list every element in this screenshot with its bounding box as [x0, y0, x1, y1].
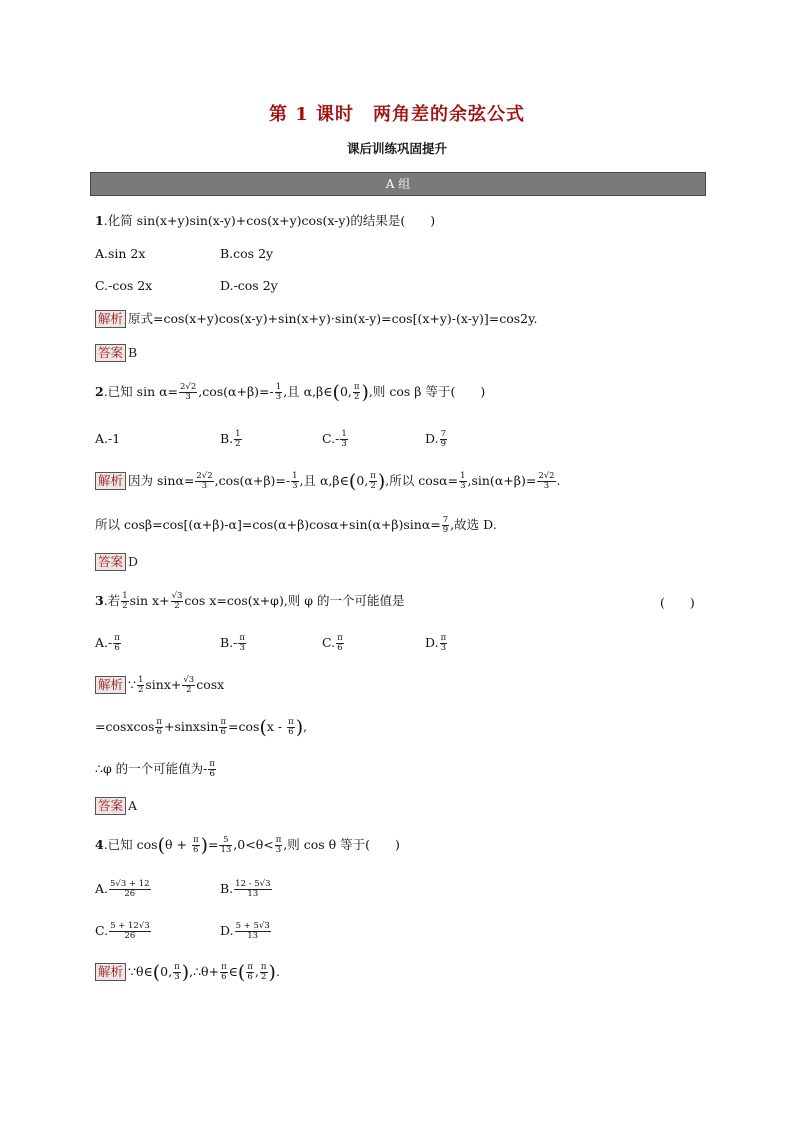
answer-tag: 答案: [95, 553, 126, 571]
interval-paren: (: [332, 381, 340, 404]
answer-tag: 答案: [95, 797, 126, 815]
q1-option-d: D.-cos 2y: [220, 278, 278, 293]
fraction: $\frac{\pi}{2}$: [353, 382, 360, 402]
q4-analysis-line1: 解析 ∵θ∈(0, $\frac{\pi}{3}$ ),∴θ+ $\frac{\pi}{6}$ ∈( $\frac{\pi}{6}$ , $\frac{\pi}{2}$ ).: [95, 963, 280, 982]
group-header-bar: A 组: [90, 172, 706, 196]
q2-option-c: C.- $\frac{1}{3}$: [322, 429, 347, 449]
q4-option-d: D. $\frac{5 + 5√3}{13}$: [220, 921, 270, 941]
q2-option-b: B. $\frac{1}{2}$: [220, 429, 241, 449]
page-title: 第 1 课时 两角差的余弦公式: [268, 104, 526, 125]
analysis-tag: 解析: [95, 472, 126, 490]
q2-text-d: ,则 cos β 等于( ): [368, 384, 486, 399]
q4-number: 4: [95, 837, 104, 852]
q2-analysis-line2: 所以 cosβ=cos[(α+β)-α]=cos(α+β)cosα+sin(α+β)sinα= $\frac{7}{9}$ ,故选 D.: [95, 515, 497, 535]
q4-stem: 4.已知 cos(θ + $\frac{\pi}{6}$ )= $\frac{5}{13}$ ,0<θ< $\frac{\pi}{3}$ ,则 cos θ 等于( ): [95, 834, 400, 857]
q2-text-a: .已知 sin α=: [103, 384, 179, 399]
q1-analysis-text: 原式=cos(x+y)cos(x-y)+sin(x+y)·sin(x-y)=cos[(x+y)-(x-y)]=cos2y.: [128, 311, 538, 326]
q2-stem: 2.已知 sin α= $\frac{2√2}{3}$ ,cos(α+β)=- $\frac{1}{3}$ ,且 α,β∈(0, $\frac{\pi}{2}$ ),则 cos β 等于( ): [95, 381, 486, 404]
q2-answer-value: D: [128, 554, 139, 569]
q3-answer: [95, 797, 137, 815]
q3-option-b: B.- $\frac{\pi}{3}$: [220, 633, 245, 653]
q3-stem: 3.若 $\frac{1}{2}$ sin x+ $\frac{√3}{2}$ cos x=cos(x+φ),则 φ 的一个可能值是: [95, 591, 405, 611]
analysis-tag: 解析: [95, 963, 126, 981]
q2-analysis-line1: 解析 因为 sinα= $\frac{2√2}{3}$ ,cos(α+β)=- $\frac{1}{3}$ ,且 α,β∈(0, $\frac{\pi}{2}$ ),所以 cosα= $\frac{1}{3}$ ,sin(α+β)= $\frac{2√2}{3}$ .: [95, 472, 561, 491]
q3-analysis-line2: =cosxcos $\frac{\pi}{6}$ +sinxsin $\frac{\pi}{6}$ =cos(x - $\frac{\pi}{6}$ ),: [95, 716, 308, 739]
q1-answer-value: B: [128, 345, 138, 360]
q4-option-a: A. $\frac{5√3 + 12}{26}$: [95, 879, 150, 899]
q4-option-c: C. $\frac{5 + 12√3}{26}$: [95, 921, 150, 941]
q2-text-c: ,且 α,β∈: [283, 384, 333, 399]
q1-option-b: B.cos 2y: [220, 246, 274, 261]
q2-text-b: ,cos(α+β)=-: [198, 384, 274, 399]
q3-option-c: C. $\frac{\pi}{6}$: [322, 633, 343, 653]
q4-option-b: B. $\frac{12 - 5√3}{13}$: [220, 879, 271, 899]
q1-number: 1: [95, 213, 104, 228]
q2-number: 2: [95, 384, 104, 399]
q1-option-c: C.-cos 2x: [95, 278, 153, 293]
q1-text: .化简 sin(x+y)sin(x-y)+cos(x+y)cos(x-y)的结果是( ): [103, 213, 436, 228]
analysis-tag: 解析: [95, 310, 126, 328]
q1-stem: [95, 212, 435, 230]
fraction: $\frac{2√2}{3}$: [180, 382, 197, 402]
q1-answer: [95, 344, 137, 362]
q3-number: 3: [95, 593, 104, 608]
q2-option-a: A.-1: [95, 431, 121, 446]
q3-answer-value: A: [128, 798, 138, 813]
q1-option-a: A.sin 2x: [95, 246, 146, 261]
analysis-tag: 解析: [95, 676, 126, 694]
q2-answer: [95, 553, 138, 571]
q3-option-a: A.- $\frac{\pi}{6}$: [95, 633, 120, 653]
q3-answer-blank: ( ): [660, 595, 695, 610]
interval-paren: ): [361, 381, 369, 404]
fraction: $\frac{1}{3}$: [275, 382, 282, 402]
q3-analysis-line3: ∴φ 的一个可能值为- $\frac{\pi}{6}$: [95, 759, 215, 779]
q2-option-d: D. $\frac{7}{9}$: [425, 429, 446, 449]
answer-tag: 答案: [95, 344, 126, 362]
q3-option-d: D. $\frac{\pi}{3}$: [425, 633, 447, 653]
page-subtitle: 课后训练巩固提升: [346, 141, 447, 156]
q3-analysis-line1: 解析 ∵ $\frac{1}{2}$ sinx+ $\frac{√3}{2}$ cosx: [95, 676, 224, 695]
q1-analysis: [95, 310, 538, 328]
